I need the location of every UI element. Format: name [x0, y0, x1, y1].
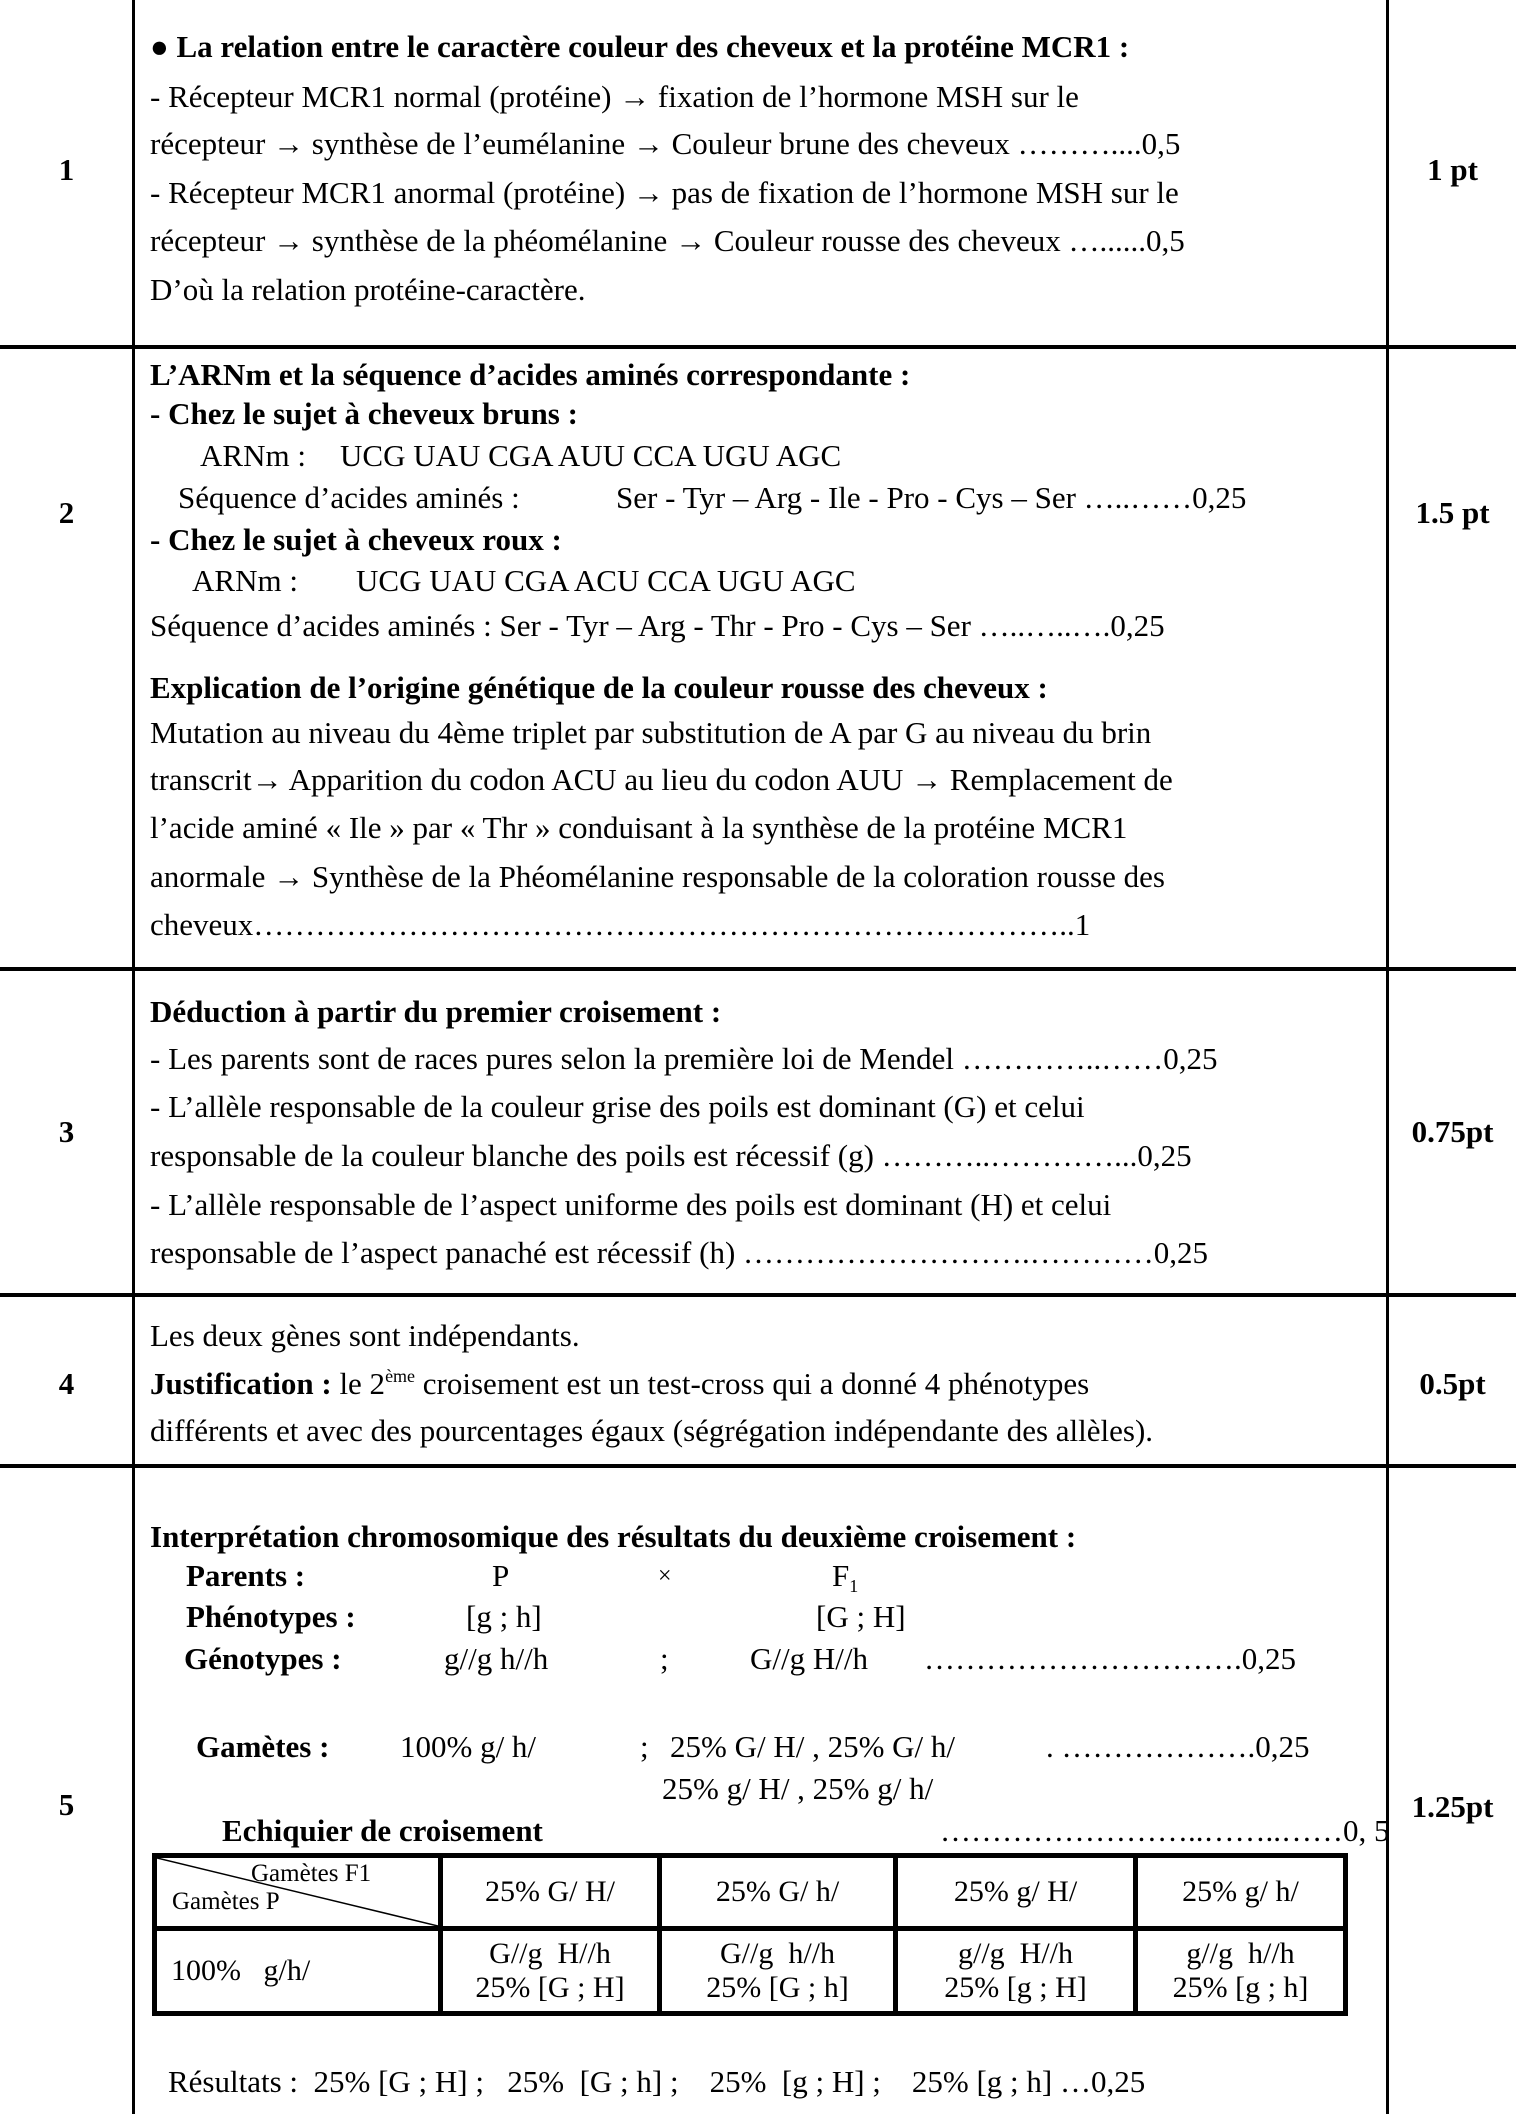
results-line: Résultats : 25% [G ; H] ; 25% [G ; h] ; 25% [g ; H] ; 25% [g ; h] …0,25 [168, 2064, 1146, 2099]
explanation-line: transcrit→ Apparition du codon ACU au lieu du codon AUU → Remplacement de [150, 762, 1173, 797]
parents-label: Parents : [186, 1558, 306, 1593]
gametes-f1-line1: 25% G/ H/ , 25% G/ h/ [670, 1729, 956, 1764]
justification-line-2: différents et avec des pourcentages égaux (ségrégation indépendante des allèles). [150, 1413, 1154, 1448]
genotype-separator: ; [660, 1641, 669, 1676]
brown-aa-sequence: Ser - Tyr – Arg - Ile - Pro - Cys – Ser …..……0,25 [616, 480, 1247, 515]
conclusion-line: Les deux gènes sont indépendants. [150, 1318, 580, 1353]
row-divider-4 [0, 1464, 1516, 1468]
cell-phenotype: 25% [g ; h] [1172, 1971, 1309, 2004]
explanation-title: Explication de l’origine génétique de la couleur rousse des cheveux : [150, 670, 1048, 705]
explanation-line: anormale → Synthèse de la Phéomélanine responsable de la coloration rousse des [150, 859, 1165, 894]
text-line: - L’allèle responsable de l’aspect uniforme des poils est dominant (H) et celui [150, 1187, 1112, 1222]
text-line: récepteur → synthèse de l’eumélanine → Couleur brune des cheveux ………....0,5 [150, 126, 1181, 161]
gametes-f1-line2: 25% g/ H/ , 25% g/ h/ [662, 1771, 934, 1806]
question-points: 0.5pt [1419, 1366, 1486, 1401]
justification-text-post: croisement est un test-cross qui a donné 4 phénotypes [415, 1366, 1090, 1401]
column-header: 25% g/ H/ [953, 1875, 1078, 1908]
cell-phenotype: 25% [g ; H] [944, 1971, 1087, 2004]
red-hair-heading: - Chez le sujet à cheveux roux : [150, 522, 562, 557]
table-cell [662, 1931, 893, 2011]
table-cell [1138, 1931, 1343, 2011]
explanation-line: Mutation au niveau du 4ème triplet par substitution de A par G au niveau du brin [150, 715, 1152, 750]
row-divider-2 [0, 967, 1516, 971]
row-title: Déduction à partir du premier croisement : [150, 994, 722, 1029]
corner-label-bottom: Gamètes P [172, 1888, 280, 1915]
text-line: - Récepteur MCR1 anormal (protéine) → pas de fixation de l’hormone MSH sur le [150, 175, 1179, 210]
column-header: 25% G/ h/ [715, 1875, 840, 1908]
gametes-p: 100% g/ h/ [400, 1729, 537, 1764]
superscript: ème [385, 1366, 416, 1386]
row-header: 100% g/h/ [171, 1954, 311, 1987]
genotypes-label: Génotypes : [184, 1641, 342, 1676]
text-line: responsable de l’aspect panaché est récessif (h) ……………………….…………0,25 [150, 1235, 1209, 1270]
justification-text-pre: le 2 [331, 1366, 386, 1401]
question-number: 2 [58, 495, 75, 530]
text-line: - L’allèle responsable de la couleur grise des poils est dominant (G) et celui [150, 1089, 1085, 1124]
subscript: 1 [849, 1576, 859, 1596]
question-number: 1 [58, 152, 75, 187]
explanation-line: cheveux……………………………………………………………………..1 [150, 907, 1091, 942]
corner-label-top: Gamètes F1 [251, 1860, 372, 1887]
column-header: 25% G/ H/ [485, 1875, 615, 1908]
table-cell [898, 1931, 1133, 2011]
genotype-p: g//g h//h [444, 1641, 549, 1676]
phenotype-p: [g ; h] [466, 1599, 542, 1634]
text-line: - Récepteur MCR1 normal (protéine) → fixation de l’hormone MSH sur le [150, 79, 1079, 114]
echiquier-label: Echiquier de croisement [222, 1813, 543, 1848]
question-number: 4 [58, 1366, 75, 1401]
text-line: - Les parents sont de races pures selon la première loi de Mendel …………..……0,25 [150, 1041, 1218, 1076]
table-cell [443, 1931, 657, 2011]
gametes-separator: ; [640, 1729, 649, 1764]
red-aa-sequence: Séquence d’acides aminés : Ser - Tyr – Arg - Thr - Pro - Cys – Ser …..…..….0,25 [150, 608, 1165, 643]
cell-phenotype: 25% [G ; h] [706, 1971, 849, 2004]
echiquier-score: ……………………..……..……0, 5 [940, 1813, 1390, 1848]
text-line: récepteur → synthèse de la phéomélanine → Couleur rousse des cheveux …......0,5 [150, 223, 1185, 258]
parent-f-letter: F [832, 1558, 850, 1593]
parent-f1 [832, 1558, 858, 1594]
phenotypes-label: Phénotypes : [186, 1599, 356, 1634]
parent-p: P [492, 1558, 510, 1593]
cell-genotype: G//g h//h [719, 1937, 835, 1970]
question-points: 1.5 pt [1415, 495, 1490, 530]
red-mrna-label: ARNm : [192, 563, 298, 598]
row-title: L’ARNm et la séquence d’acides aminés correspondante : [150, 357, 911, 392]
question-points: 1.25pt [1411, 1789, 1494, 1824]
column-header: 25% g/ h/ [1182, 1875, 1299, 1908]
crossing-table [152, 1853, 1348, 2016]
cell-genotype: g//g h//h [1186, 1937, 1295, 1970]
cell-phenotype: 25% [G ; H] [475, 1971, 625, 2004]
justification-label: Justification : [150, 1366, 332, 1401]
row-title: ● La relation entre le caractère couleur des cheveux et la protéine MCR1 : [150, 29, 1130, 64]
cell-genotype: G//g H//h [489, 1937, 611, 1970]
text-line: D’où la relation protéine-caractère. [150, 272, 586, 307]
gametes-score: . ……………….0,25 [1046, 1729, 1310, 1764]
row-divider-3 [0, 1293, 1516, 1297]
gametes-label: Gamètes : [196, 1729, 330, 1764]
cross-sign: × [658, 1563, 672, 1589]
question-number: 3 [58, 1114, 75, 1149]
brown-hair-heading: - Chez le sujet à cheveux bruns : [150, 396, 578, 431]
cell-genotype: g//g H//h [957, 1937, 1073, 1970]
text-line: responsable de la couleur blanche des poils est récessif (g) ………..…………...0,25 [150, 1138, 1192, 1173]
red-mrna-sequence: UCG UAU CGA ACU CCA UGU AGC [356, 563, 856, 598]
genotype-f1: G//g H//h [750, 1641, 868, 1676]
brown-mrna-sequence: UCG UAU CGA AUU CCA UGU AGC [340, 438, 842, 473]
question-points: 1 pt [1427, 152, 1478, 187]
question-points: 0.75pt [1411, 1114, 1494, 1149]
question-number: 5 [58, 1787, 75, 1822]
brown-aa-label: Séquence d’acides aminés : [178, 480, 520, 515]
genotype-score: ………………………….0,25 [924, 1641, 1296, 1676]
row-divider-1 [0, 345, 1516, 349]
row-title: Interprétation chromosomique des résultats du deuxième croisement : [150, 1519, 1077, 1554]
justification-line [150, 1366, 1089, 1402]
explanation-line: l’acide aminé « Ile » par « Thr » conduisant à la synthèse de la protéine MCR1 [150, 810, 1128, 845]
phenotype-f1: [G ; H] [816, 1599, 906, 1634]
brown-mrna-label: ARNm : [200, 438, 306, 473]
